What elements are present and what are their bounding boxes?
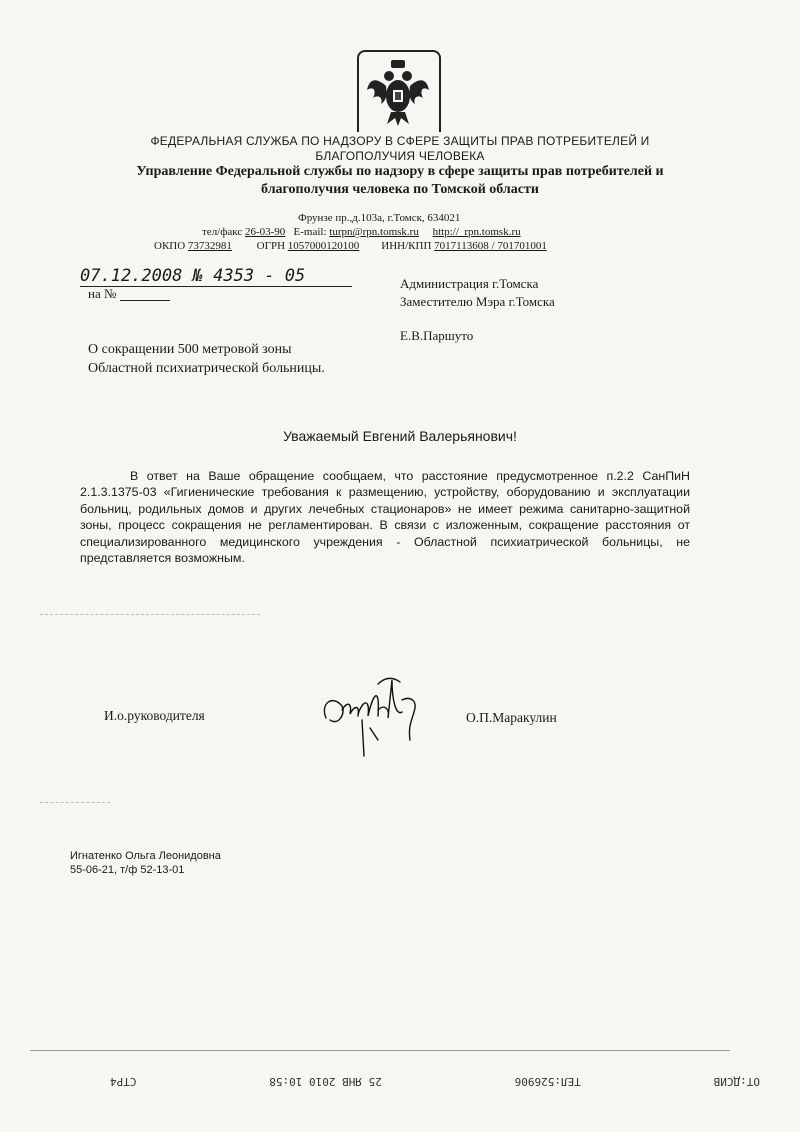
handwritten-signature: [318, 660, 428, 760]
fax-page: СТР4: [110, 1075, 137, 1088]
outgoing-number: 4353 - 05: [213, 266, 306, 286]
subject-line-cont: Областной психиатрической больницы.: [88, 361, 325, 376]
inn-label: ИНН/КПП: [381, 240, 432, 252]
phone-label: тел/факс: [202, 226, 243, 238]
email-label: E-mail:: [293, 226, 327, 238]
federal-service-title: ФЕДЕРАЛЬНАЯ СЛУЖБА ПО НАДЗОРУ В СФЕРЕ ЗАЩИТЫ ПРАВ ПОТРЕБИТЕЛЕЙ И: [150, 134, 650, 148]
subject-line: О сокращении 500 метровой зоны: [88, 342, 292, 357]
reference-label: на №: [88, 286, 117, 301]
ogrn-label: ОГРН: [256, 240, 286, 252]
federal-service-title-cont: БЛАГОПОЛУЧИЯ ЧЕЛОВЕКА: [315, 149, 485, 163]
letter-body: В ответ на Ваше обращение сообщаем, что расстояние предусмотренное п.2.2 СанПиН 2.1.3.1375-03 «Гигиенические требования к размещению, устройству, оборудованию и эксплуатации больниц, родильных домов и других лечебных стационаров» не имеет режима санитарно-защитной зоны, процесс сокращения не регламентирован. В связи с изложенным, сокращение расстояния от специализированного медицинского учреждения - Областной психиатрической больницы, не представляется возможным.: [80, 469, 690, 566]
number-label: №: [192, 266, 203, 286]
ogrn-value: 1057000120100: [287, 240, 360, 252]
email-link[interactable]: turpn@rpn.tomsk.ru: [329, 226, 419, 238]
okpo-label: ОКПО: [154, 240, 186, 252]
addressee-name: Е.В.Паршуто: [400, 328, 474, 343]
department-title: Управление Федеральной службы по надзору в сфере защиты прав потребителей и: [136, 164, 664, 179]
signer-name: О.П.Маракулин: [466, 710, 557, 725]
outgoing-date-number: [80, 266, 352, 287]
scan-artifact-line: [40, 614, 260, 615]
department-title-cont: благополучия человека по Томской области: [261, 182, 539, 197]
executor-phone: 55-06-21, т/ф 52-13-01: [70, 864, 185, 876]
reference-blank: [120, 300, 170, 301]
scan-artifact-line: [40, 802, 110, 803]
registration-line: [154, 240, 547, 252]
inn-value: 7017113608 / 701701001: [434, 240, 547, 252]
addressee-position: Заместителю Мэра г.Томска: [400, 294, 555, 309]
okpo-value: 73732981: [187, 240, 232, 252]
salutation: Уважаемый Евгений Валерьянович!: [283, 428, 517, 444]
addressee-org: Администрация г.Томска: [400, 276, 539, 291]
fax-separator: [30, 1050, 730, 1051]
contact-line: [202, 226, 521, 238]
outgoing-date: 07.12.2008: [80, 266, 183, 286]
signer-role: И.о.руководителя: [104, 708, 205, 723]
fax-tel: ТЕЛ:526906: [514, 1075, 581, 1088]
fax-footer: [110, 1075, 760, 1088]
double-headed-eagle-icon: [365, 56, 431, 128]
state-emblem: [357, 50, 441, 132]
website-link[interactable]: http://_rpn.tomsk.ru: [432, 226, 521, 238]
phone-number: 26-03-90: [244, 226, 286, 238]
executor-name: Игнатенко Ольга Леонидовна: [70, 850, 221, 862]
fax-from: ОТ:ДСИВ: [713, 1075, 760, 1088]
postal-address: Фрунзе пр.,д.103а, г.Томск, 634021: [298, 212, 461, 224]
fax-datetime: 25 ЯНВ 2010 10:58: [269, 1075, 382, 1088]
